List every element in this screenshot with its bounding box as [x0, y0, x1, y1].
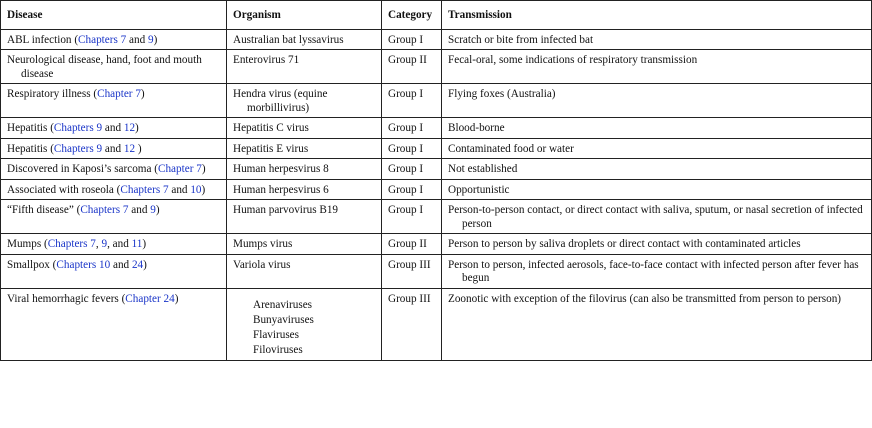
disease-text: Mumps (: [7, 238, 48, 250]
disease-text: Viral hemorrhagic fevers (: [7, 292, 126, 305]
table-row: [1, 234, 872, 255]
chapter-link[interactable]: Chapters 9: [53, 122, 103, 134]
cell-transmission: Person to person, infected aerosols, face-to-face contact with infected person after fever has begun: [442, 254, 872, 288]
disease-text: ): [135, 142, 142, 155]
cell-transmission: Blood-borne: [442, 118, 872, 139]
chapter-link[interactable]: Chapter 7: [97, 88, 141, 100]
disease-text: ): [143, 258, 147, 271]
cell-transmission: Not established: [442, 159, 872, 180]
chapter-link[interactable]: Chapters 7: [120, 183, 169, 196]
cell-category: Group I: [382, 29, 442, 50]
disease-text: ,: [95, 238, 102, 250]
header-disease: Disease: [1, 1, 227, 30]
cell-transmission: Person-to-person contact, or direct contact with saliva, sputum, or nasal secretion of infected person: [442, 200, 872, 234]
cell-disease: [1, 84, 227, 118]
disease-text: ): [155, 204, 160, 216]
chapter-link[interactable]: 9: [147, 33, 154, 46]
chapter-link[interactable]: Chapters 7: [78, 33, 127, 46]
cell-category: Group I: [382, 159, 442, 180]
cell-organism: Mumps virus: [227, 234, 382, 255]
header-transmission: Transmission: [442, 1, 872, 30]
cell-organism: Human herpesvirus 8: [227, 159, 382, 180]
disease-text: ): [140, 88, 145, 100]
chapter-link[interactable]: Chapter 24: [125, 292, 175, 305]
disease-text: Smallpox (: [7, 258, 57, 271]
cell-organism: Variola virus: [227, 254, 382, 288]
disease-text: Associated with roseola (: [7, 183, 121, 196]
cell-category: Group II: [382, 234, 442, 255]
cell-category: Group II: [382, 50, 442, 84]
disease-text: ): [201, 163, 206, 175]
table-row: [1, 50, 872, 84]
cell-category: Group III: [382, 288, 442, 360]
cell-category: Group I: [382, 118, 442, 139]
cell-category: Group I: [382, 138, 442, 159]
chapter-link[interactable]: Chapters 7: [80, 204, 129, 216]
disease-text: and: [128, 204, 151, 216]
chapter-link[interactable]: 11: [131, 238, 143, 250]
disease-text: and: [102, 142, 124, 155]
chapter-link[interactable]: 12: [123, 142, 136, 155]
table-row: [1, 159, 872, 180]
cell-category: Group I: [382, 179, 442, 200]
cell-disease: [1, 159, 227, 180]
disease-text: ): [135, 122, 139, 134]
cell-disease: [1, 234, 227, 255]
organism-list-item: Flaviruses: [253, 328, 299, 341]
cell-organism: Enterovirus 71: [227, 50, 382, 84]
cell-transmission: Contaminated food or water: [442, 138, 872, 159]
cell-organism: Australian bat lyssavirus: [227, 29, 382, 50]
table-row: [1, 254, 872, 288]
disease-text: Respiratory illness (: [7, 88, 98, 100]
chapter-link[interactable]: Chapters 9: [53, 142, 103, 155]
header-organism: Organism: [227, 1, 382, 30]
cell-organism: Human parvovirus B19: [227, 200, 382, 234]
cell-transmission: Person to person by saliva droplets or direct contact with contaminated articles: [442, 234, 872, 255]
cell-disease: [1, 50, 227, 84]
disease-text: and: [110, 258, 132, 271]
disease-text: Hepatitis (: [7, 142, 54, 155]
cell-transmission: Flying foxes (Australia): [442, 84, 872, 118]
disease-text: ): [142, 238, 147, 250]
table-row: [1, 29, 872, 50]
disease-text: ): [153, 33, 158, 46]
cell-disease: [1, 118, 227, 139]
disease-text: , and: [107, 238, 132, 250]
organism-list-item: Bunyaviruses: [253, 313, 314, 326]
cell-category: Group I: [382, 200, 442, 234]
disease-text: Neurological disease, hand, foot and mouth disease: [7, 54, 202, 80]
table-row: [1, 84, 872, 118]
disease-text: Discovered in Kaposi’s sarcoma (: [7, 163, 158, 175]
disease-text: “Fifth disease” (: [7, 204, 81, 216]
table-body: [1, 29, 872, 360]
organism-list-item: Filoviruses: [253, 343, 303, 356]
cell-disease: [1, 288, 227, 360]
cell-disease: [1, 200, 227, 234]
disease-text: ABL infection (: [7, 33, 79, 46]
cell-organism: Human herpesvirus 6: [227, 179, 382, 200]
chapter-link[interactable]: Chapters 10: [56, 258, 111, 271]
cell-disease: [1, 254, 227, 288]
cell-organism: Hendra virus (equine morbillivirus): [227, 84, 382, 118]
table-row: [1, 200, 872, 234]
table-row: [1, 179, 872, 200]
chapter-link[interactable]: 24: [131, 258, 144, 271]
chapter-link[interactable]: 10: [190, 183, 202, 196]
cell-transmission: Opportunistic: [442, 179, 872, 200]
cell-category: Group III: [382, 254, 442, 288]
chapter-link[interactable]: Chapters 7: [47, 238, 96, 250]
disease-text: and: [102, 122, 124, 134]
cell-organism: Hepatitis C virus: [227, 118, 382, 139]
chapter-link[interactable]: Chapter 7: [158, 163, 202, 175]
cell-transmission: Zoonotic with exception of the filovirus (can also be transmitted from person to person): [442, 288, 872, 360]
disease-text: ): [201, 183, 206, 196]
table-row: [1, 288, 872, 360]
cell-transmission: Scratch or bite from infected bat: [442, 29, 872, 50]
table-row: [1, 138, 872, 159]
disease-text: and: [168, 183, 191, 196]
disease-text: ): [174, 292, 179, 305]
header-row: [1, 1, 872, 30]
table-row: [1, 118, 872, 139]
chapter-link[interactable]: 9: [150, 204, 156, 216]
disease-text: and: [126, 33, 148, 46]
disease-text: Hepatitis (: [7, 122, 54, 134]
header-category: Category: [382, 1, 442, 30]
cell-disease: [1, 29, 227, 50]
cell-transmission: Fecal-oral, some indications of respiratory transmission: [442, 50, 872, 84]
cell-organism: Hepatitis E virus: [227, 138, 382, 159]
cell-disease: [1, 138, 227, 159]
cell-disease: [1, 179, 227, 200]
cell-category: Group I: [382, 84, 442, 118]
cell-organism: [227, 288, 382, 360]
chapter-link[interactable]: 12: [123, 122, 136, 134]
organism-list-item: Arenaviruses: [253, 298, 313, 311]
chapter-link[interactable]: 9: [101, 238, 108, 250]
